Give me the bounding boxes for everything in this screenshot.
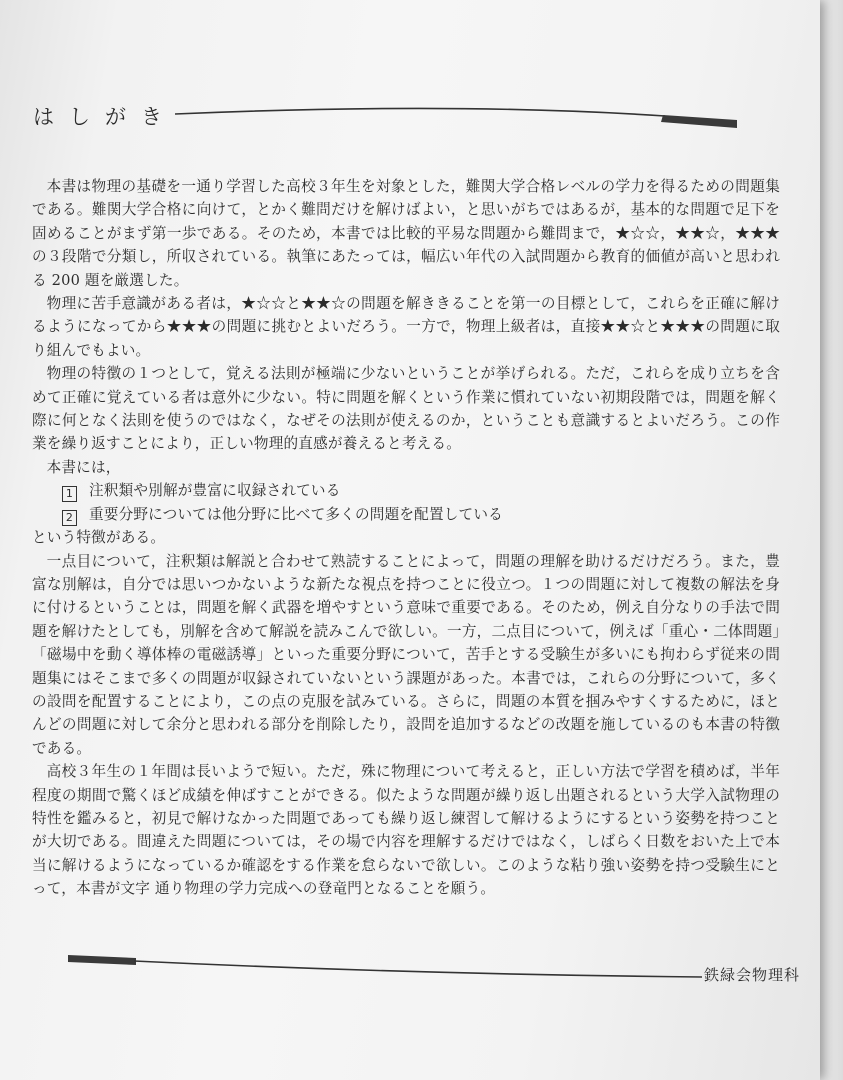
- paragraph-features-lead: 本書には，: [46, 458, 121, 476]
- bottom-rule: [66, 950, 706, 990]
- paragraph-features-tail: という特徴がある。: [32, 529, 166, 547]
- paragraph-difficulty: 物理に苦手意識がある者は，★☆☆と★★☆の問題を解ききることを第一の目標として，これらを正確に解けるようになってから★★★の問題に挑むとよいだろう。一方で，物理上級者は，直接★★☆と★★★の問題に取り組んでもよい。: [32, 295, 780, 359]
- page-title: はしがき: [33, 105, 177, 129]
- feature-item: [32, 503, 780, 526]
- feature-item: [32, 479, 780, 502]
- feature-text: 注釈類や別解が豊富に収録されている: [89, 482, 341, 500]
- paragraph-explanation: 一点目について，注釈類は解説と合わせて熟読することによって，問題の理解を助けるだけだろう。また，豊富な別解は，自分では思いつかないような新たな視点を持つことに役立つ。１つの問題に対して複数の解法を身に付けるということは，問題を解く武器を増やすという意味で重要である。そのため，例え自分なりの手法で問題を解けたとしても，別解を含めて解説を読みこんで欲しい。一方，二点目について，例えば「重心・二体問題」「磁場中を動く導体棒の電磁誘導」といった重要分野について，苦手とする受験生が多いにも拘わらず従来の問題集にはそこまで多くの問題が収録されていないという課題があった。本書では，これらの分野について，多くの設問を配置することにより，この点の克服を試みている。さらに，問題の本質を掴みやすくするために，ほとんどの問題に対して余分と思われる部分を削除したり，設問を追加するなどの改題を施しているのも本書の特徴である。: [32, 552, 780, 757]
- paragraph-laws: 物理の特徴の１つとして，覚える法則が極端に少ないということが挙げられる。ただ，これらを成り立ちを含めて正確に覚えている者は意外に少ない。特に問題を解くという作業に慣れていない初期段階では，問題を解く際に何となく法則を使うのではなく，なぜその法則が使えるのか，ということも意識するとよいだろう。この作業を繰り返すことにより，正しい物理的直感が養えると考える。: [32, 365, 780, 453]
- paragraph-closing: 高校３年生の１年間は長いようで短い。ただ，殊に物理について考えると，正しい方法で学習を積めば，半年程度の期間で驚くほど成績を伸ばすことができる。似たような問題が繰り返し出題されるという大学入試物理の特性を鑑みると，初見で解けなかった問題であっても繰り返し練習して解けるようにするという姿勢を持つことが大切である。間違えた問題については，その場で内容を理解するだけではなく，しばらく日数をおいた上で本当に解けるようになっているか確認をする作業を怠らないで欲しい。このような粘り強い姿勢を持つ受験生にとって，本書が文字 通り物理の学力完成への登竜門となることを願う。: [32, 763, 780, 898]
- paragraph-intro: 本書は物理の基礎を一通り学習した高校３年生を対象とした，難関大学合格レベルの学力を得るための問題集である。難関大学合格に向けて，とかく難問だけを解けばよい，と思いがちではあるが，基本的な問題で足下を固めることがまず第一歩である。そのため，本書では比較的平易な問題から難問まで，★☆☆，★★☆，★★★の３段階で分類し，所収されている。執筆にあたっては，幅広い年代の入試問題から教育的価値が高いと思われる 200 題を厳選した。: [32, 178, 780, 289]
- feature-text: 重要分野については他分野に比べて多くの問題を配置している: [89, 505, 503, 523]
- feature-number: 2: [62, 510, 77, 526]
- preface-body: [32, 175, 780, 901]
- title-rule: [175, 100, 740, 140]
- author-signature: 鉄緑会物理科: [704, 966, 801, 984]
- feature-number: 1: [62, 486, 77, 502]
